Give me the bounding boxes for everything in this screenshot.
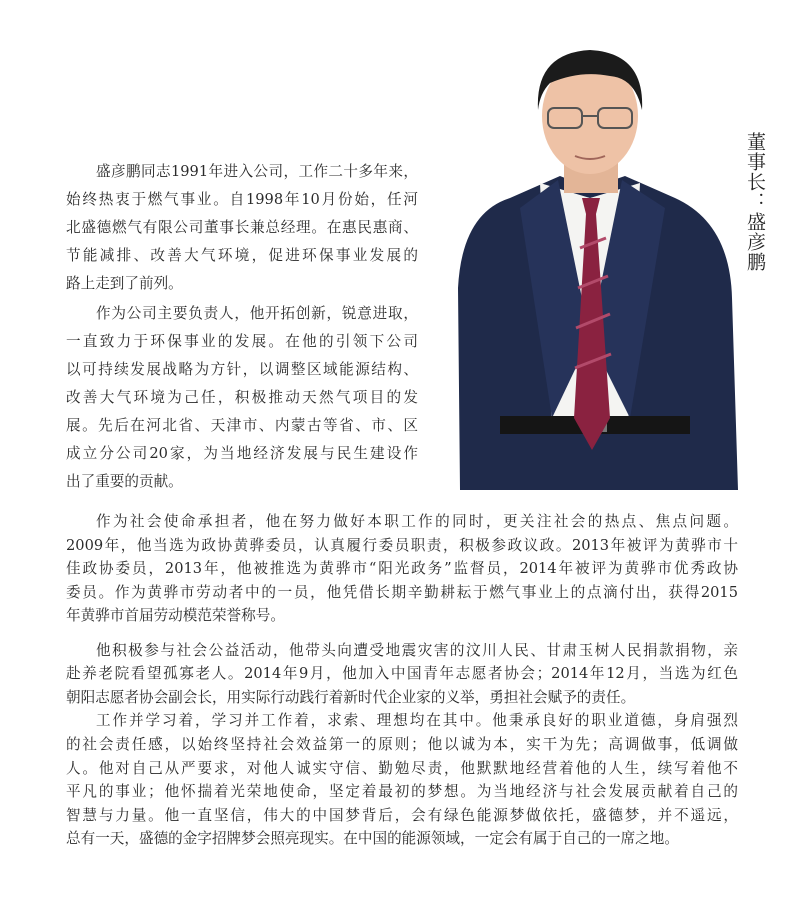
- text-line: 作为公司主要负责人，他开拓创新，锐意进取，: [96, 305, 418, 322]
- text-line: 平凡的事业；他怀揣着光荣地使命，坚定着最初的梦想。为当地经济与社会发展贡献着自己的: [66, 783, 738, 800]
- text-line: 展。先后在河北省、天津市、内蒙古等省、市、区: [66, 417, 418, 434]
- text-line: 人。他对自己从严要求，对他人诚实守信、勤勉尽责，他默默地经营着他的人生，续写着他不: [66, 760, 738, 777]
- text-line: 北盛德燃气有限公司董事长兼总经理。在惠民惠商、: [66, 219, 418, 236]
- text-line: 一直致力于环保事业的发展。在他的引领下公司: [66, 333, 418, 350]
- text-line: 委员。作为黄骅市劳动者中的一员，他凭借长期辛勤耕耘于燃气事业上的点滴付出，获得2015: [66, 584, 738, 601]
- photo-caption: 董事长：盛彦鹏: [744, 132, 766, 272]
- text-line: 成立分公司20家，为当地经济发展与民生建设作: [66, 445, 418, 462]
- text-line: 改善大气环境为己任，积极推动天然气项目的发: [66, 389, 418, 406]
- text-line: 路上走到了前列。: [66, 275, 183, 292]
- portrait-photo: [440, 38, 740, 490]
- text-line: 朝阳志愿者协会副会长，用实际行动践行着新时代企业家的义举，勇担社会赋予的责任。: [66, 689, 636, 706]
- text-line: 年黄骅市首届劳动模范荣誉称号。: [66, 607, 285, 624]
- text-line: 佳政协委员，2013年，他被推选为黄骅市“阳光政务”监督员，2014年被评为黄骅市优秀政协: [66, 560, 738, 577]
- text-line: 出了重要的贡献。: [66, 473, 183, 490]
- text-line: 盛彦鹏同志1991年进入公司，工作二十多年来，: [96, 163, 418, 180]
- text-line: 2009年，他当选为政协黄骅委员，认真履行委员职责，积极参政议政。2013年被评为黄骅市十: [66, 537, 738, 554]
- text-line: 智慧与力量。他一直坚信，伟大的中国梦背后，会有绿色能源梦做依托，盛德梦，并不遥远，: [66, 807, 738, 824]
- text-line: 赴养老院看望孤寡老人。2014年9月，他加入中国青年志愿者协会；2014年12月，当选为红色: [66, 665, 738, 682]
- text-line: 总有一天，盛德的金字招牌梦会照亮现实。在中国的能源领域，一定会有属于自己的一席之地。: [66, 830, 679, 847]
- text-line: 始终热衷于燃气事业。自1998年10月份始，任河: [66, 191, 418, 208]
- text-line: 以可持续发展战略为方针，以调整区域能源结构、: [66, 361, 418, 378]
- text-line: 他积极参与社会公益活动，他带头向遭受地震灾害的汶川人民、甘肃玉树人民捐款捐物，亲: [96, 642, 738, 659]
- text-line: 作为社会使命承担者，他在努力做好本职工作的同时，更关注社会的热点、焦点问题。: [96, 513, 738, 530]
- text-line: 工作并学习着，学习并工作着，求索、理想均在其中。他秉承良好的职业道德，身肩强烈: [96, 712, 738, 729]
- text-line: 节能减排、改善大气环境，促进环保事业发展的: [66, 247, 418, 264]
- text-line: 的社会责任感，以始终坚持社会效益第一的原则；他以诚为本，实干为先；高调做事，低调做: [66, 736, 738, 753]
